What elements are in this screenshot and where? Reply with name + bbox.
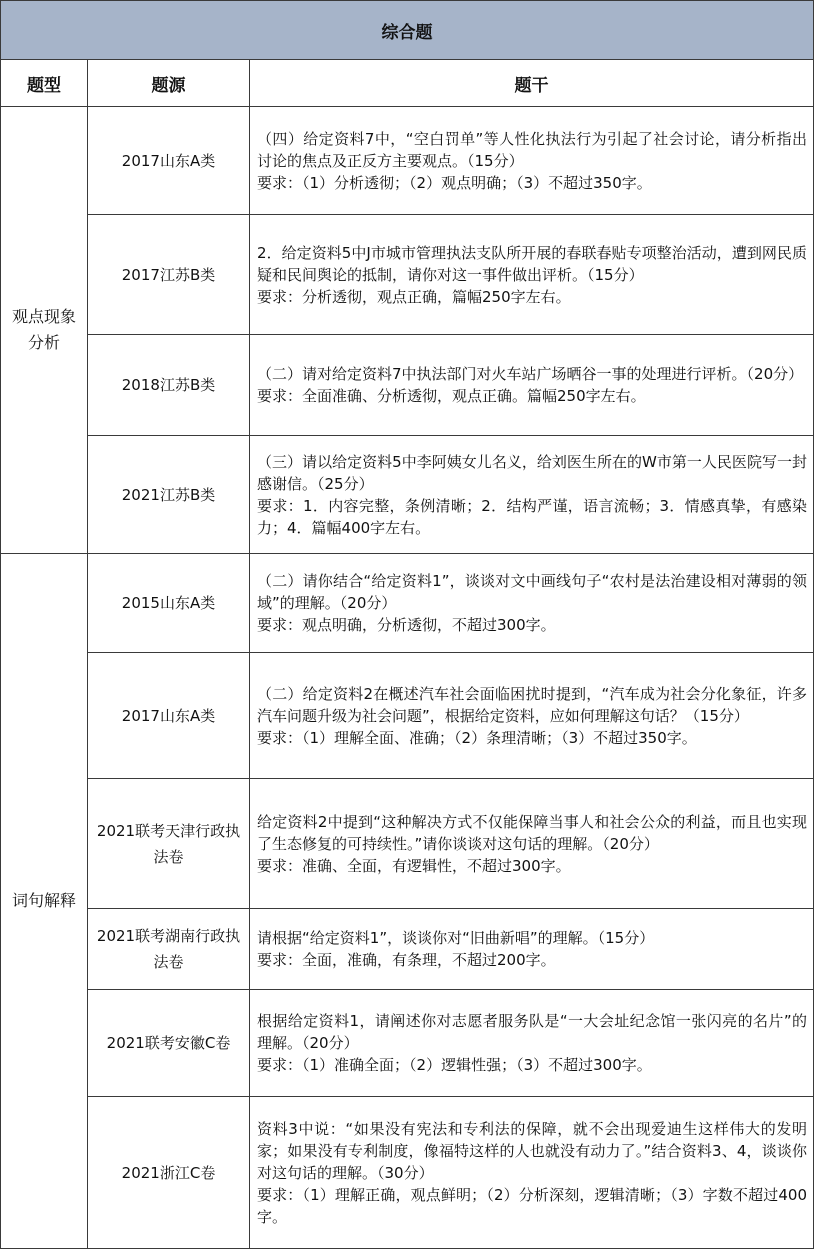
question-requirement: 要求：（1）分析透彻；（2）观点明确；（3）不超过350字。 (257, 173, 652, 192)
category-cell: 词句解释 (1, 554, 88, 1249)
question-cell (250, 554, 814, 653)
category-cell (1, 107, 88, 554)
question-requirement: 要求：观点明确，分析透彻，不超过300字。 (257, 616, 556, 634)
table-row (1, 554, 814, 653)
question-requirement: 要求：全面准确、分析透彻，观点正确。篇幅250字左右。 (257, 387, 646, 405)
question-requirement: 要求：全面，准确，有条理，不超过200字。 (257, 951, 556, 969)
source-cell: 2017江苏B类 (88, 215, 250, 335)
question-requirement: 要求：（1）准确全面；（2）逻辑性强；（3）不超过300字。 (257, 1056, 652, 1074)
source-cell: 2021联考天津行政执法卷 (88, 779, 250, 909)
question-text: （三）请以给定资料5中李阿姨女儿名义，给刘医生所在的W市第一人民医院写一封感谢信。（25分） (257, 452, 808, 493)
question-text: 资料3中说：“如果没有宪法和专利法的保障，就不会出现爱迪生这样伟大的发明家；如果没有专利制度，像福特这样的人也就没有动力了。”结合资料3、4，谈谈你对这句话的理解。（30分） (257, 1119, 808, 1182)
question-cell (250, 779, 814, 909)
question-requirement: 要求：（1）理解全面、准确；（2）条理清晰；（3）不超过350字。 (257, 728, 697, 747)
question-cell (250, 653, 814, 779)
question-requirement: 要求：准确、全面，有逻辑性，不超过300字。 (257, 856, 571, 875)
table-row (1, 1097, 814, 1249)
header-source: 题源 (88, 60, 250, 107)
source-cell: 2017山东A类 (88, 653, 250, 779)
source-cell: 2021联考安徽C卷 (88, 990, 250, 1097)
question-cell (250, 909, 814, 990)
table-row (1, 909, 814, 990)
question-cell (250, 436, 814, 554)
header-row (1, 60, 814, 107)
header-question: 题干 (250, 60, 814, 107)
table-title: 综合题 (1, 1, 814, 60)
question-requirement: 要求：（1）理解正确，观点鲜明；（2）分析深刻，逻辑清晰；（3）字数不超过400字。 (257, 1185, 808, 1226)
source-cell: 2017山东A类 (88, 107, 250, 215)
source-cell: 2015山东A类 (88, 554, 250, 653)
question-text: （四）给定资料7中，“空白罚单”等人性化执法行为引起了社会讨论，请分析指出讨论的焦点及正反方主要观点。（15分） (257, 129, 808, 170)
question-cell (250, 1097, 814, 1249)
table-row (1, 779, 814, 909)
question-text: （二）请你结合“给定资料1”，谈谈对文中画线句子“农村是法治建设相对薄弱的领域”的理解。（20分） (257, 572, 808, 612)
source-cell: 2021联考湖南行政执法卷 (88, 909, 250, 990)
question-text: （二）请对给定资料7中执法部门对火车站广场晒谷一事的处理进行评析。（20分） (257, 365, 804, 383)
title-row (1, 1, 814, 60)
source-cell: 2021浙江C卷 (88, 1097, 250, 1249)
question-text: 请根据“给定资料1”，谈谈你对“旧曲新唱”的理解。（15分） (257, 929, 655, 947)
header-type: 题型 (1, 60, 88, 107)
table-row (1, 653, 814, 779)
source-cell: 2018江苏B类 (88, 335, 250, 436)
category-label: 观点现象分析 (11, 307, 76, 352)
question-cell (250, 215, 814, 335)
question-requirement: 要求：1．内容完整，条例清晰；2．结构严谨，语言流畅；3．情感真挚，有感染力；4．篇幅400字左右。 (257, 496, 808, 537)
table-row (1, 215, 814, 335)
question-text: 给定资料2中提到“这种解决方式不仅能保障当事人和社会公众的利益，而且也实现了生态修复的可持续性。”请你谈谈对这句话的理解。（20分） (257, 812, 808, 853)
table-row (1, 335, 814, 436)
question-cell (250, 990, 814, 1097)
question-cell (250, 107, 814, 215)
question-cell (250, 335, 814, 436)
table-row (1, 436, 814, 554)
question-text: 根据给定资料1，请阐述你对志愿者服务队是“一大会址纪念馆一张闪亮的名片”的理解。（20分） (257, 1012, 808, 1052)
question-requirement: 要求：分析透彻，观点正确，篇幅250字左右。 (257, 287, 571, 306)
table-row (1, 107, 814, 215)
source-cell: 2021江苏B类 (88, 436, 250, 554)
question-text: （二）给定资料2在概述汽车社会面临困扰时提到，“汽车成为社会分化象征，许多汽车问题升级为社会问题”，根据给定资料，应如何理解这句话？（15分） (257, 684, 808, 725)
table-row (1, 990, 814, 1097)
question-text: 2．给定资料5中J市城市管理执法支队所开展的春联春贴专项整治活动，遭到网民质疑和民间舆论的抵制，请你对这一事件做出评析。（15分） (257, 243, 808, 284)
